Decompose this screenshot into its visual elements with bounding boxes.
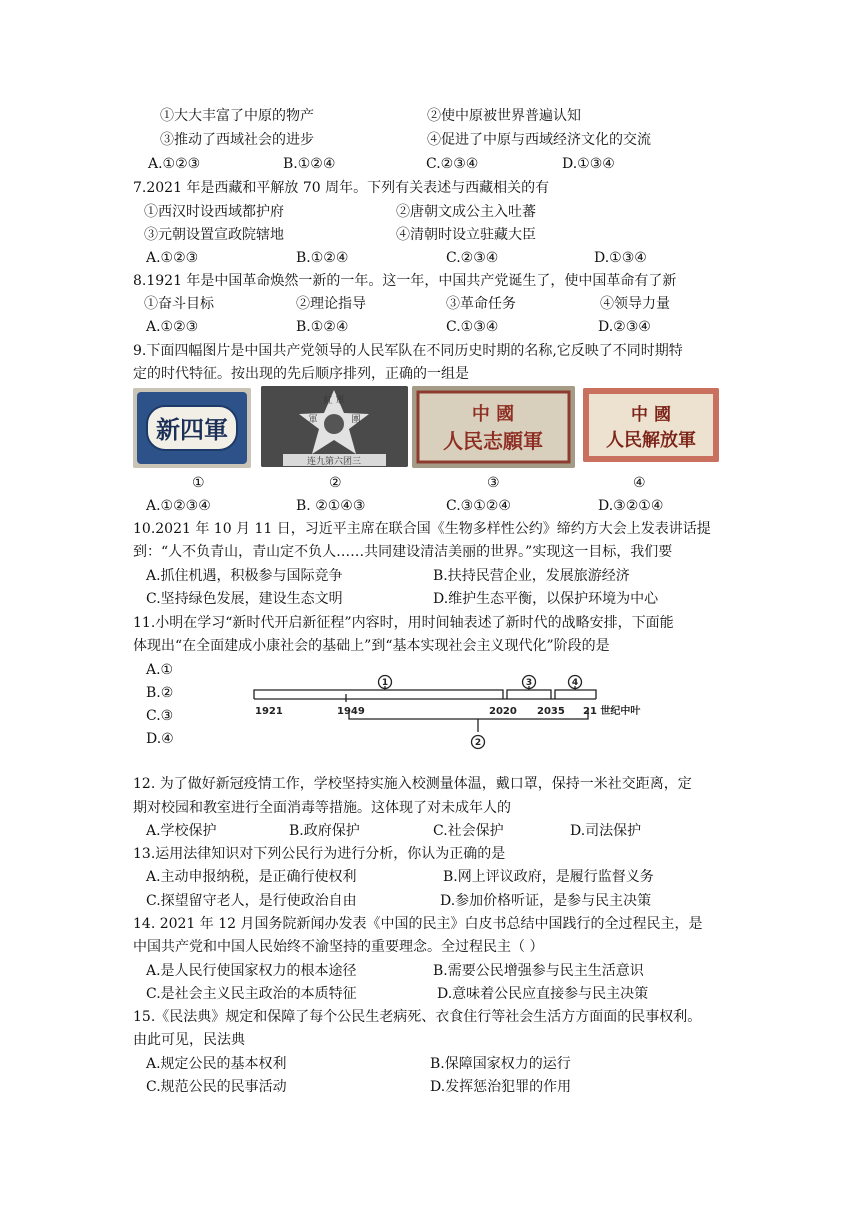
q11-option-a[interactable]: A.① <box>146 662 174 678</box>
q6-option-d[interactable]: D.①③④ <box>562 156 615 172</box>
q6-option-a[interactable]: A.①②③ <box>148 156 201 172</box>
q11-option-b[interactable]: B.② <box>146 685 174 701</box>
badge-new-fourth-army <box>133 388 251 468</box>
badge-4-line-2: 人民解放軍 <box>606 430 696 451</box>
q15-option-b[interactable]: B.保障国家权力的运行 <box>430 1056 571 1072</box>
q12-option-a[interactable]: A.学校保护 <box>146 823 217 839</box>
q7-statement-2: ②唐朝文成公主入吐蕃 <box>396 204 536 220</box>
q7-option-c[interactable]: C.②③④ <box>446 250 499 266</box>
q12-option-c[interactable]: C.社会保护 <box>433 823 504 839</box>
q13-option-d[interactable]: D.参加价格听证，是参与民主决策 <box>440 893 652 909</box>
q7-option-a[interactable]: A.①②③ <box>146 250 199 266</box>
q13-option-c[interactable]: C.探望留守老人，是行使政治自由 <box>146 893 357 909</box>
badge-2-left: 軍 <box>308 415 318 425</box>
q11-option-d[interactable]: D.④ <box>146 731 174 747</box>
q9-caption-2: ② <box>329 475 342 491</box>
q8-option-d[interactable]: D.②③④ <box>598 319 651 335</box>
q10-stem-line-1: 10.2021 年 10 月 11 日，习近平主席在联合国《生物多样性公约》缔约方大会上发表讲话提 <box>133 521 711 537</box>
q7-statement-4: ④清朝时设立驻藏大臣 <box>396 227 536 243</box>
q6-option-c[interactable]: C.②③④ <box>426 156 479 172</box>
q7-statement-3: ③元朝设置宣政院辖地 <box>144 227 284 243</box>
q14-option-c[interactable]: C.是社会主义民主政治的本质特征 <box>146 986 357 1002</box>
badge-3-line-1: 中 國 <box>471 404 515 425</box>
q8-option-b[interactable]: B.①②④ <box>296 319 349 335</box>
q6-statement-2: ②使中原被世界普遍认知 <box>427 108 581 124</box>
q10-stem-line-2: 到：“人不负青山，青山定不负人……共同建设清洁美丽的世界。”实现这一目标，我们要 <box>133 544 673 560</box>
q7-option-b[interactable]: B.①②④ <box>296 250 349 266</box>
q8-option-c[interactable]: C.①③④ <box>446 319 499 335</box>
timeline-marker-3: 3 <box>525 678 533 688</box>
q10-option-c[interactable]: C.坚持绿色发展，建设生态文明 <box>146 591 343 607</box>
q9-stem-line-2: 定的时代特征。按出现的先后顺序排列，正确的一组是 <box>133 366 469 382</box>
q13-option-a[interactable]: A.主动申报纳税，是正确行使权利 <box>146 869 357 885</box>
q10-option-d[interactable]: D.维护生态平衡，以保护环境为中心 <box>433 591 659 607</box>
q8-statement-2: ②理论指导 <box>296 296 366 312</box>
timeline-label-1921: 1921 <box>255 706 283 717</box>
q8-stem: 8.1921 年是中国革命焕然一新的一年。这一年，中国共产党诞生了，使中国革命有了新 <box>133 273 677 289</box>
q14-stem-line-2: 中国共产党和中国人民始终不渝坚持的重要理念。全过程民主（ ） <box>133 939 544 955</box>
q6-statement-3: ③推动了西域社会的进步 <box>160 132 314 148</box>
timeline-diagram <box>250 672 650 754</box>
q9-stem-line-1: 9.下面四幅图片是中国共产党领导的人民军队在不同历史时期的名称,它反映了不同时期特 <box>133 343 683 359</box>
q15-stem-line-1: 15.《民法典》规定和保障了每个公民生老病死、衣食住行等社会生活方方面面的民事权利。 <box>133 1009 702 1025</box>
badge-2-bottom: 连九第六团三 <box>306 457 362 467</box>
q15-option-c[interactable]: C.规范公民的民事活动 <box>146 1079 287 1095</box>
badge-4-line-1: 中 國 <box>631 405 671 425</box>
q14-option-b[interactable]: B.需要公民增强参与民主生活意识 <box>433 963 644 979</box>
q9-caption-3: ③ <box>487 475 500 491</box>
q12-stem-line-2: 期对校园和教室进行全面消毒等措施。这体现了对未成年人的 <box>133 800 511 816</box>
q10-option-a[interactable]: A.抓住机遇，积极参与国际竞争 <box>146 568 343 584</box>
timeline-label-mid-century: 21 世纪中叶 <box>583 706 641 717</box>
timeline-marker-2: 2 <box>474 738 482 748</box>
q13-stem: 13.运用法律知识对下列公民行为进行分析，你认为正确的是 <box>133 846 506 862</box>
q15-option-d[interactable]: D.发挥惩治犯罪的作用 <box>430 1079 572 1095</box>
q14-stem-line-1: 14. 2021 年 12 月国务院新闻办发表《中国的民主》白皮书总结中国践行的全过程民主，是 <box>133 916 703 932</box>
timeline-label-2035: 2035 <box>537 706 565 717</box>
q8-statement-4: ④领导力量 <box>600 296 670 312</box>
q8-statement-1: ①奋斗目标 <box>144 296 214 312</box>
q12-option-d[interactable]: D.司法保护 <box>570 823 642 839</box>
q11-stem-line-2: 体现出“在全面建成小康社会的基础上”到“基本实现社会主义现代化”阶段的是 <box>133 638 610 654</box>
q9-option-a[interactable]: A.①②③④ <box>146 498 211 514</box>
q7-option-d[interactable]: D.①③④ <box>594 250 647 266</box>
q9-option-d[interactable]: D.③②①④ <box>598 498 664 514</box>
badge-2-top: 紅 軍 <box>323 396 345 406</box>
badge-volunteer-army <box>412 386 575 468</box>
q8-statement-3: ③革命任务 <box>446 296 516 312</box>
badge-2-right: 團 <box>351 415 361 425</box>
badge-liberation-army <box>583 388 719 462</box>
q6-statement-4: ④促进了中原与西域经济文化的交流 <box>427 132 651 148</box>
q13-option-b[interactable]: B.网上评议政府，是履行监督义务 <box>443 869 654 885</box>
q7-statement-1: ①西汉时设西域都护府 <box>144 204 284 220</box>
timeline-label-2020: 2020 <box>489 706 517 717</box>
badge-3-line-2: 人民志願軍 <box>443 429 543 453</box>
q6-option-b[interactable]: B.①②④ <box>283 156 336 172</box>
q14-option-a[interactable]: A.是人民行使国家权力的根本途径 <box>146 963 357 979</box>
badge-red-army <box>261 386 408 467</box>
q6-statement-1: ①大大丰富了中原的物产 <box>160 108 314 124</box>
q12-stem-line-1: 12. 为了做好新冠疫情工作，学校坚持实施入校测量体温，戴口罩，保持一米社交距离，定 <box>133 776 692 792</box>
q12-option-b[interactable]: B.政府保护 <box>289 823 360 839</box>
q9-caption-1: ① <box>192 475 205 491</box>
q8-option-a[interactable]: A.①②③ <box>146 319 199 335</box>
q9-option-b[interactable]: B. ②①④③ <box>296 498 366 514</box>
q14-option-d[interactable]: D.意味着公民应直接参与民主决策 <box>437 986 649 1002</box>
q10-option-b[interactable]: B.扶持民营企业，发展旅游经济 <box>433 568 630 584</box>
timeline-marker-1: 1 <box>381 678 389 688</box>
badge-1-text: 新四軍 <box>156 416 228 444</box>
q11-option-c[interactable]: C.③ <box>146 708 174 724</box>
q11-stem-line-1: 11.小明在学习“新时代开启新征程”内容时，用时间轴表述了新时代的战略安排，下面能 <box>133 615 674 631</box>
q9-option-c[interactable]: C.③①②④ <box>446 498 511 514</box>
q15-option-a[interactable]: A.规定公民的基本权利 <box>146 1056 287 1072</box>
timeline-marker-4: 4 <box>571 678 579 688</box>
timeline-label-1949: 1949 <box>337 706 365 717</box>
q7-stem: 7.2021 年是西藏和平解放 70 周年。下列有关表述与西藏相关的有 <box>133 180 550 196</box>
q15-stem-line-2: 由此可见，民法典 <box>133 1032 245 1048</box>
q9-caption-4: ④ <box>633 475 646 491</box>
